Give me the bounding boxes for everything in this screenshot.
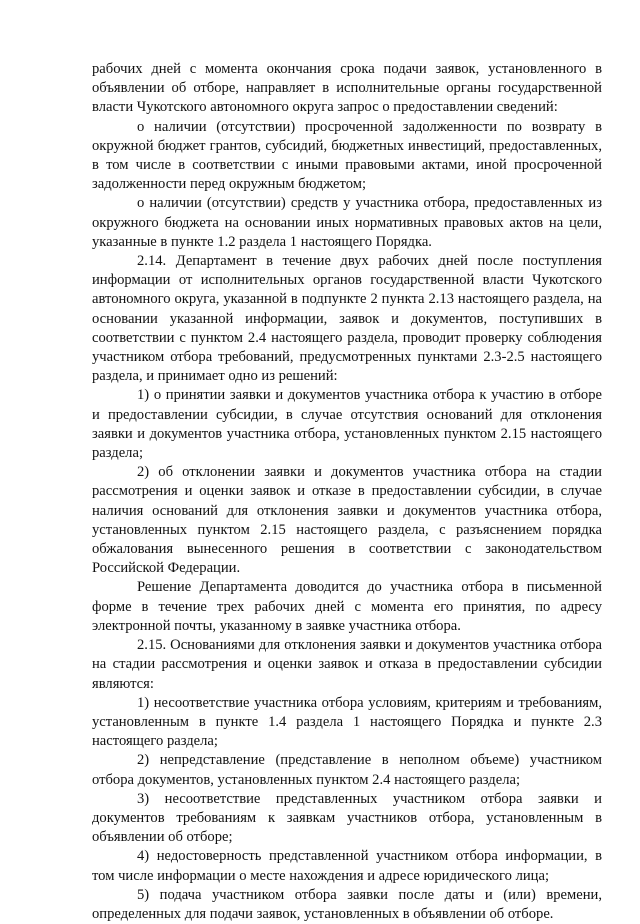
- list-item-ground-2: 2) непредставление (представление в неполном объеме) участником отбора документов, установленных пунктом 2.4 настоящего раздела;: [92, 752, 602, 788]
- list-item-ground-5: 5) подача участником отбора заявки после даты и (или) времени, определенных для подачи заявок, установленных в объявлении об отборе.: [92, 886, 602, 922]
- paragraph-2-14: 2.14. Департамент в течение двух рабочих дней после поступления информации от исполнительных органов государственной власти Чукотского автономного округа, указанной в подпункте 2 пункта 2.13 настоящего раздела, на основании указанной информации, заявок и документов, поступивших в соответствии с пунктом 2.4 настоящего раздела, проводит проверку соблюдения участником отбора требований, предусмотренных пунктами 2.3-2.5 настоящего раздела, и принимает одно из решений:: [92, 253, 602, 385]
- paragraph-decision-accept: 1) о принятии заявки и документов участника отбора к участию в отборе и предоставлении субсидии, в случае отсутствия оснований для отклонения заявки и документов участника отбора, установленных пунктом 2.15 настоящего раздела;: [92, 387, 602, 462]
- list-item-ground-3: 3) несоответствие представленных участником отбора заявки и документов требованиям к заявкам участников отбора, установленным в объявлении об отборе;: [92, 790, 602, 846]
- paragraph-decision-reject: 2) об отклонении заявки и документов участника отбора на стадии рассмотрения и оценки заявок и отказе в предоставлении субсидии, в случае наличия оснований для отклонения заявки и документов участника отбора, установленных пунктом 2.15 настоящего раздела, с разъяснением порядка обжалования вынесенного решения в соответствии с законодательством Российской Федерации.: [92, 464, 602, 577]
- paragraph-overdue-debt: о наличии (отсутствии) просроченной задолженности по возврату в окружной бюджет грантов, субсидий, бюджетных инвестиций, предоставленных, в том числе в соответствии с иными правовыми актами, иной просроченной задолженности перед окружным бюджетом;: [92, 118, 602, 193]
- list-item-ground-1: 1) несоответствие участника отбора условиям, критериям и требованиям, установленным в пункте 1.4 раздела 1 настоящего Порядка и пункте 2.3 настоящего раздела;: [92, 694, 602, 750]
- paragraph-2-15: 2.15. Основаниями для отклонения заявки и документов участника отбора на стадии рассмотрения и оценки заявок и отказа в предоставлении субсидии являются:: [92, 637, 602, 692]
- list-item-ground-4: 4) недостоверность представленной участником отбора информации, в том числе информации о месте нахождения и адресе юридического лица;: [92, 848, 602, 884]
- paragraph-continuation: рабочих дней с момента окончания срока подачи заявок, установленного в объявлении об отборе, направляет в исполнительные органы государственной власти Чукотского автономного округа запрос о предоставлении сведений:: [92, 61, 602, 116]
- paragraph-funds-received: о наличии (отсутствии) средств у участника отбора, предоставленных из окружного бюджета на основании иных нормативных правовых актов на цели, указанные в пункте 1.2 раздела 1 настоящего Порядка.: [92, 195, 602, 250]
- document-page: [92, 60, 602, 924]
- paragraph-decision-notice: Решение Департамента доводится до участника отбора в письменной форме в течение трех рабочих дней с момента его принятия, по адресу электронной почты, указанному в заявке участника отбора.: [92, 579, 602, 634]
